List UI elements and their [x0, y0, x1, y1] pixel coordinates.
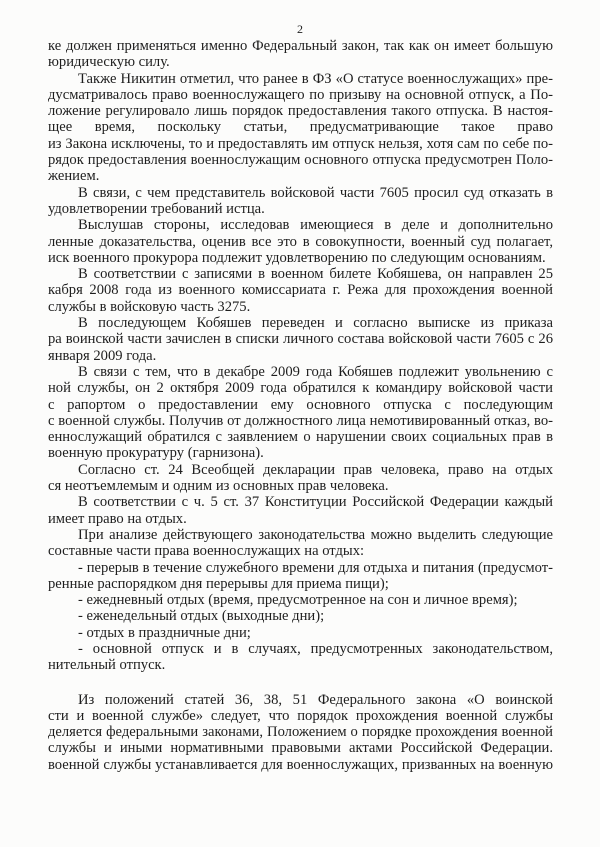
- text-line: удовлетворении требований истца.: [48, 200, 265, 217]
- text-line: службы в войсковую часть 3275.: [48, 298, 251, 315]
- paragraph: [48, 608, 553, 624]
- paragraph: [48, 494, 553, 527]
- paragraph: [48, 692, 553, 773]
- text-line: ренные распорядком дня перерывы для приема пищи);: [48, 575, 389, 592]
- text-line: с рапортом о предоставлении ему основного отпуска с последующим: [48, 396, 553, 413]
- paragraph: [48, 592, 553, 608]
- paragraph: [48, 266, 553, 315]
- text-line: жением.: [48, 168, 100, 185]
- paragraph: [48, 462, 553, 495]
- text-line: службы и иными нормативными правовыми актами Российской Федерации.: [48, 740, 553, 757]
- text-line: - перерыв в течение служебного времени для отдыха и питания (предусмот-: [78, 559, 553, 576]
- text-line: - еженедельный отдых (выходные дни);: [78, 608, 325, 625]
- text-line: нительный отпуск.: [48, 657, 166, 674]
- text-line: В последующем Кобяшев переведен и согласно выписке из приказа: [78, 315, 553, 332]
- text-line: составные части права военнослужащих на отдых:: [48, 543, 365, 560]
- text-line: января 2009 года.: [48, 347, 157, 364]
- text-line: В соответствии с ч. 5 ст. 37 Конституции Российской Федерации каждый: [78, 494, 553, 511]
- text-line: юридическую силу.: [48, 54, 170, 71]
- text-line: из Закона исключены, то и предоставлять им отпуск нельзя, хотя сам по себе по-: [48, 135, 553, 152]
- text-line: дусматривалось право военнослужащего по призыву на основной отпуск, а По-: [48, 86, 553, 103]
- text-line: - отдых в праздничные дни;: [78, 624, 251, 641]
- text-line: В соответствии с записями в военном билете Кобяшева, он направлен 25: [78, 266, 553, 283]
- text-line: ной службы, он 2 октября 2009 года обратился к командиру войсковой части: [48, 380, 553, 397]
- text-line: щее время, поскольку статьи, предусматривающие такое право: [48, 119, 553, 136]
- paragraph: [48, 38, 553, 71]
- text-line: ложение регулировало лишь порядок предоставления такого отпуска. В настоя-: [48, 103, 553, 120]
- paragraph-gap: [48, 674, 553, 692]
- text-line: имеет право на отдых.: [48, 510, 187, 527]
- paragraph: [48, 185, 553, 218]
- text-line: Из положений статей 36, 38, 51 Федерального закона «О воинской: [78, 691, 553, 708]
- text-line: еннослужащий обратился с заявлением о нарушении своих социальных прав в: [48, 429, 553, 446]
- text-line: Выслушав стороны, исследовав имеющиеся в деле и дополнительно: [78, 217, 553, 234]
- text-line: ленные доказательства, оценив все это в совокупности, военный суд полагает,: [48, 233, 553, 250]
- text-line: Также Никитин отметил, что ранее в ФЗ «О статусе военнослужащих» пре-: [78, 70, 553, 87]
- text-line: - основной отпуск и в случаях, предусмотренных законодательством,: [78, 640, 553, 657]
- text-line: Согласно ст. 24 Всеобщей декларации прав человека, право на отдых: [78, 461, 553, 478]
- document-body: [48, 38, 553, 773]
- paragraph: [48, 527, 553, 560]
- text-line: военную прокуратуру (гарнизона).: [48, 445, 264, 462]
- text-line: В связи с тем, что в декабре 2009 года Кобяшев подлежит увольнению с: [78, 363, 553, 380]
- text-line: с военной службы. Получив от должностного лица немотивированный отказ, во-: [48, 412, 553, 429]
- paragraph: [48, 560, 553, 593]
- text-line: сти и военной службе» следует, что порядок прохождения военной службы: [48, 707, 553, 724]
- paragraph: [48, 641, 553, 674]
- text-line: В связи, с чем представитель войсковой части 7605 просил суд отказать в: [78, 184, 553, 201]
- text-line: При анализе действующего законодательства можно выделить следующие: [78, 526, 553, 543]
- text-line: кабря 2008 года из военного комиссариата г. Режа для прохождения военной: [48, 282, 553, 299]
- paragraph: [48, 625, 553, 641]
- paragraph: [48, 315, 553, 364]
- text-line: ке должен применяться именно Федеральный закон, так как он имеет большую: [48, 38, 553, 54]
- text-line: - ежедневный отдых (время, предусмотренное на сон и личное время);: [78, 592, 518, 609]
- paragraph: [48, 364, 553, 462]
- text-line: ра воинской части зачислен в списки личного состава войсковой части 7605 с 26: [48, 331, 553, 348]
- text-line: деляется федеральными законами, Положением о порядке прохождения военной: [48, 724, 553, 741]
- text-line: иск военного прокурора подлежит удовлетворению по следующим основаниям.: [48, 249, 546, 266]
- text-line: ся неотъемлемым и одним из основных прав человека.: [48, 478, 389, 495]
- text-line: рядок предоставления военнослужащим основного отпуска предусмотрен Поло-: [48, 152, 553, 169]
- paragraph: [48, 71, 553, 185]
- paragraph: [48, 217, 553, 266]
- text-line: военной службы устанавливается для военнослужащих, призванных на военную: [48, 756, 553, 773]
- page-number: 2: [297, 22, 303, 36]
